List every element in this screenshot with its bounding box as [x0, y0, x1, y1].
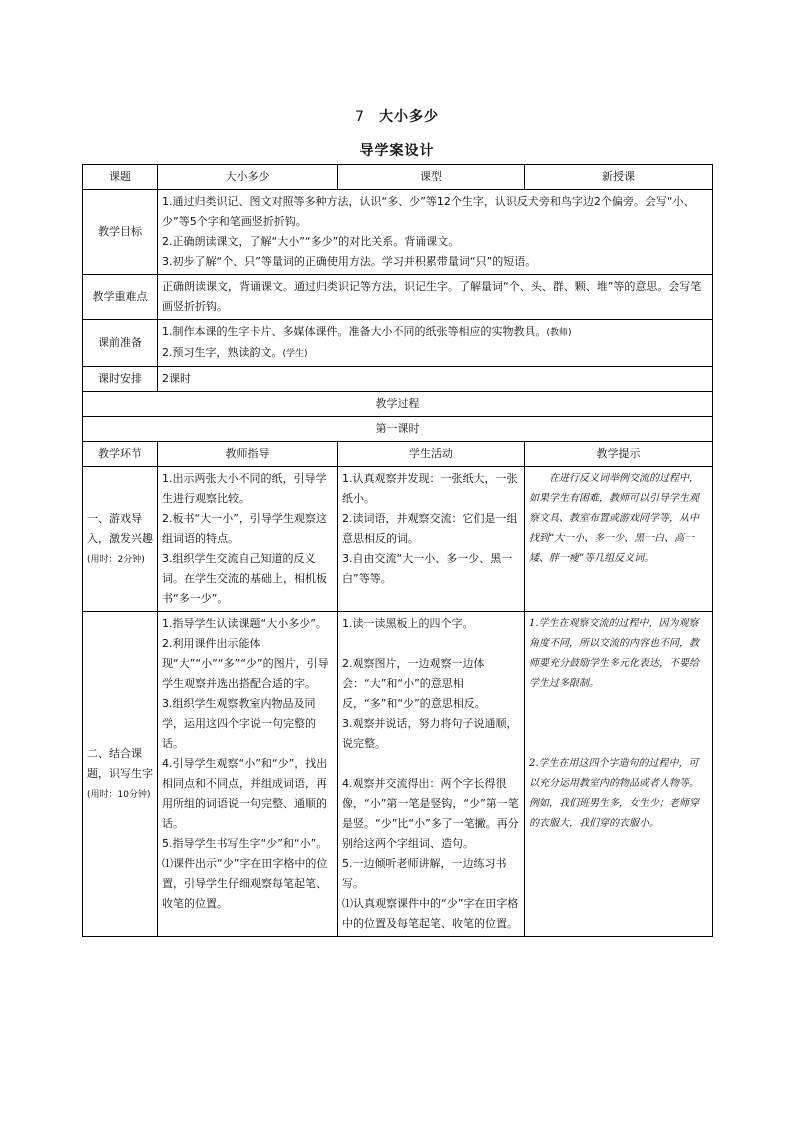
goals-label: 教学目标 — [83, 190, 158, 275]
teacher-step: 3.组织学生观察教室内物品及同学，运用这四个字说一句完整的话。 — [162, 697, 316, 750]
lesson-title — [0, 106, 794, 126]
student-step: 2.读词语，并观察交流：它们是一组意思相反的词。 — [342, 512, 518, 545]
spacer — [529, 734, 708, 754]
teacher-step: 3.组织学生交流自己知道的反义词。在学生交流的基础上，相机板书“多一少”。 — [162, 552, 327, 605]
teacher-step: 2.板书“大一小”，引导学生观察这组词语的特点。 — [162, 512, 327, 545]
teacher-guidance-cell — [158, 467, 338, 612]
teaching-tip: 在进行反义词举例交流的过程中，如果学生有困难，教师可以引导学生观察文具、教室布置或游戏同学等，从中找到“大一小、多一少、黑一白、高一矮、胖一瘦”等几组反义词。 — [529, 473, 699, 564]
document-subtitle: 导学案设计 — [359, 143, 435, 159]
topic-value: 大小多少 — [158, 165, 338, 190]
teacher-step: ⑴课件出示“少”字在田字格中的位置，引导学生仔细观察每笔起笔、收笔的位置。 — [162, 857, 328, 910]
teacher-guidance-cell — [158, 612, 338, 937]
lesson-type-label: 课型 — [338, 165, 525, 190]
lesson-type-value: 新授课 — [525, 165, 713, 190]
teaching-tip-cell — [525, 467, 713, 612]
stage-name: 一、游戏导入，激发兴趣 — [87, 511, 153, 545]
spacer — [342, 634, 520, 654]
stage-name-cell — [83, 612, 158, 937]
stage-time: (用时：2分钟) — [87, 554, 145, 565]
teaching-tip: 2.学生在用这四个字造句的过程中，可以充分运用教室内的物品或者人物等。例如，我们班男生多，女生少；老师穿的衣服大，我们穿的衣服小。 — [529, 758, 699, 829]
teacher-step: 5.指导学生书写生字“少”和“小”。 — [162, 837, 328, 850]
teacher-step: 1.出示两张大小不同的纸，引导学生进行观察比较。 — [162, 472, 327, 505]
table-header-row — [83, 442, 713, 467]
column-header: 教师指导 — [158, 442, 338, 467]
spacer — [342, 754, 520, 774]
topic-label: 课题 — [83, 165, 158, 190]
column-header: 学生活动 — [338, 442, 525, 467]
table-row — [83, 417, 713, 442]
student-activity-cell — [338, 612, 525, 937]
goal-item: 3.初步了解“个、只”等量词的正确使用方法。学习并积累带量词“只”的短语。 — [162, 255, 537, 268]
goal-item: 1.通过归类识记、图文对照等多种方法，认识“多、少”等12个生字，认识反犬旁和鸟字边2个偏旁。会写“小、少”等5个字和笔画竖折折钩。 — [162, 195, 695, 228]
student-step: 1.读一读黑板上的四个字。 — [342, 617, 474, 630]
teacher-step: 1.指导学生认读课题“大小多少”。 — [162, 617, 327, 630]
preparation-label: 课前准备 — [83, 320, 158, 367]
prep-role: (学生) — [282, 349, 308, 359]
key-points-text: 正确朗读课文，背诵课文。通过归类识记等方法，识记生字。了解量词“个、头、群、颗、堆”等的意思。会写笔画竖折折钩。 — [158, 275, 713, 320]
student-step: 2.观察图片，一边观察一边体会：“大”和“小”的意思相反，“多”和“少”的意思相反。 — [342, 657, 486, 710]
teaching-tip: 1.学生在观察交流的过程中，因为观察角度不同，所以交流的内容也不同，教师要充分鼓励学生多元化表达，不要给学生过多限制。 — [529, 618, 699, 689]
period-title: 第一课时 — [83, 417, 713, 442]
table-row — [83, 165, 713, 190]
stage-name: 二、结合课题，识写生字 — [87, 746, 153, 780]
teacher-step: 4.引导学生观察“小”和“少”，找出相同点和不同点，并组成词语，再用所组的词语说一句完整、通顺的话。 — [162, 757, 328, 830]
goal-item: 2.正确朗读课文，了解“大小”“多少”的对比关系。背诵课文。 — [162, 235, 460, 248]
student-step: 1.认真观察并发现：一张纸大，一张纸小。 — [342, 472, 518, 505]
column-header: 教学环节 — [83, 442, 158, 467]
process-title: 教学过程 — [83, 392, 713, 417]
preparation-cell — [158, 320, 713, 367]
teacher-step: 2.利用课件出示能体现“大”“小”“多”“少”的图片，引导学生观察并选出搭配合适的字。 — [162, 637, 329, 690]
lesson-number: 7 — [355, 109, 365, 125]
student-step: 4.观察并交流得出：两个字长得很像，“小”第一笔是竖钩，“少”第一笔是竖。“少”比“小”多了一笔撇。再分别给这两个字组词、造句。 — [342, 777, 519, 850]
student-step: ⑴认真观察课件中的“少”字在田字格中的位置及每笔起笔、收笔的位置。 — [342, 897, 519, 930]
table-row — [83, 392, 713, 417]
hours-value: 2课时 — [158, 367, 713, 392]
hours-label: 课时安排 — [83, 367, 158, 392]
student-activity-cell — [338, 467, 525, 612]
lesson-plan-table — [82, 164, 713, 937]
stage-time: (用时：10分钟) — [87, 789, 151, 800]
stage-name-cell — [83, 467, 158, 612]
table-row — [83, 275, 713, 320]
key-points-label: 教学重难点 — [83, 275, 158, 320]
column-header: 教学提示 — [525, 442, 713, 467]
teaching-tip-cell — [525, 612, 713, 937]
prep-item — [162, 322, 708, 343]
prep-item — [162, 343, 708, 364]
table-row — [83, 190, 713, 275]
student-step: 3.自由交流“大一小、多一少、黑一白”等等。 — [342, 552, 513, 585]
table-row — [83, 467, 713, 612]
spacer — [529, 694, 708, 714]
lesson-title-text: 大小多少 — [378, 109, 439, 125]
prep-role: (教师) — [546, 328, 572, 338]
table-row — [83, 612, 713, 937]
student-step: 5.一边倾听老师讲解，一边练习书写。 — [342, 857, 507, 890]
table-row — [83, 320, 713, 367]
spacer — [529, 714, 708, 734]
student-step: 3.观察并说话，努力将句子说通顺，说完整。 — [342, 717, 518, 750]
prep-text: 2.预习生字，熟读韵文。 — [162, 346, 283, 359]
goals-cell — [158, 190, 713, 275]
prep-text: 1.制作本课的生字卡片、多媒体课件。准备大小不同的纸张等相应的实物教具。 — [162, 325, 547, 338]
table-row — [83, 367, 713, 392]
